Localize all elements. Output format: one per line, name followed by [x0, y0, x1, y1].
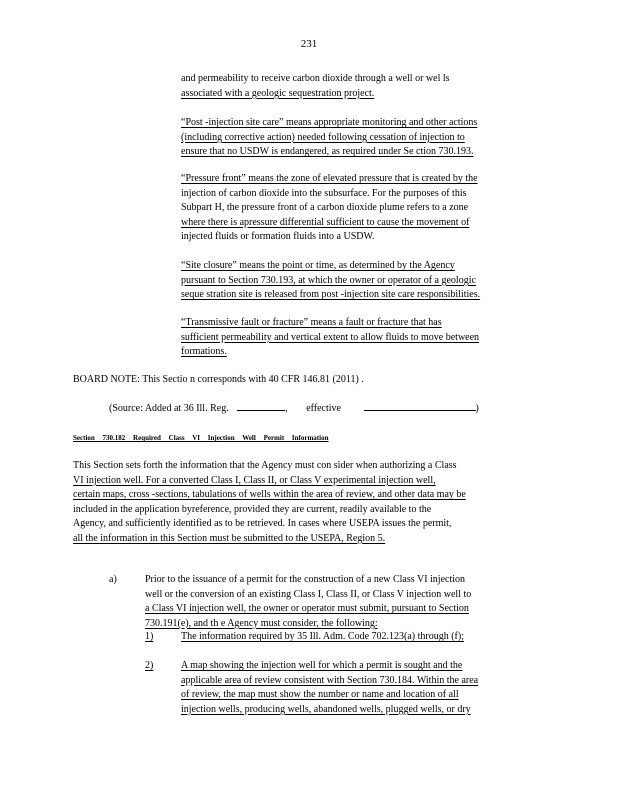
text-line: “Transmissive fault or fracture” means a fault or fracture that has — [181, 317, 442, 328]
text-line: “Pressure front” means the zone of elevated pressure that is created by the — [181, 173, 478, 184]
effective-label: effective — [306, 403, 341, 414]
source-comma: , — [285, 403, 288, 414]
text-line: “Post -injection site care” means appropriate monitoring and other actions — [181, 117, 478, 128]
text-line: The information required by 35 Ill. Adm. Code 702.123(a) through (f); — [181, 631, 464, 642]
text-line: This Section sets forth the information that the Agency must con sider when authorizing a Class — [73, 460, 457, 471]
item-a-text — [145, 573, 545, 631]
text-line: formations. — [181, 346, 227, 357]
source-close: ) — [475, 403, 479, 414]
board-note: BOARD NOTE: This Sectio n corresponds with 40 CFR 146.81 (2011) . — [73, 374, 364, 385]
text-line: of review, the map must show the number or name and location of all — [181, 689, 459, 700]
text-line: where there is apressure differential sufficient to cause the movement of — [181, 216, 470, 228]
item-2-marker: 2) — [145, 660, 154, 671]
text-line: A map showing the injection well for which a permit is sought and the — [181, 660, 463, 671]
text-line: all the information in this Section must be submitted to the USEPA, Region 5. — [73, 532, 386, 544]
text-line: injection wells, producing wells, abandoned wells, plugged wells, or dry — [181, 703, 471, 715]
item-2-text — [181, 659, 478, 717]
section-body — [73, 459, 543, 546]
text-line: VI injection well. For a converted Class I, Class II, or Class V experimental injection well, — [73, 474, 436, 486]
text-line: Subpart H, the pressure front of a carbon dioxide plume refers to a zone — [181, 202, 469, 213]
text-line: Agency, and sufficiently identified as to be retrieved. In cases where USEPA issues the permit, — [73, 518, 452, 529]
item-a-marker: a) — [109, 574, 117, 585]
text-line: a Class VI injection well, the owner or operator must submit, pursuant to Section — [145, 603, 469, 614]
text-line: seque stration site is released from post -injection site care responsibilities. — [181, 289, 481, 300]
definition-post-injection-site-care — [181, 116, 541, 160]
text-line: “Site closure” means the point or time, as determined by the Agency — [181, 260, 455, 271]
page-number: 231 — [300, 38, 318, 50]
definition-transmissive-fault — [181, 316, 541, 360]
text-line: injected fluids or formation fluids into a USDW. — [181, 231, 375, 242]
definition-pressure-front — [181, 172, 541, 245]
text-line: 730.191(e), and th e Agency must consider, the following: — [145, 617, 378, 629]
text-line: certain maps, cross -sections, tabulations of wells within the area of review, and other data may be — [73, 489, 466, 500]
text-line: injection of carbon dioxide into the subsurface. For the purposes of this — [181, 187, 467, 199]
text-line: pursuant to Section 730.193, at which the owner or operator of a geologic — [181, 274, 476, 286]
text-line: and permeability to receive carbon dioxide through a well or wel ls — [181, 73, 450, 84]
text-line: included in the application byreference, provided they are current, readily available to the — [73, 503, 432, 515]
continuation-paragraph — [181, 72, 541, 101]
item-1-marker: 1) — [145, 631, 154, 642]
definition-site-closure — [181, 259, 541, 303]
text-line: well or the conversion of an existing Class I, Class II, or Class V injection well to — [145, 588, 472, 600]
source-label: (Source: Added at 36 Ill. Reg. — [109, 403, 229, 414]
effective-date-blank — [364, 401, 476, 411]
text-line: (including corrective action) needed following cessation of injection to — [181, 131, 465, 143]
text-line: Prior to the issuance of a permit for the construction of a new Class VI injection — [145, 574, 466, 585]
text-line: ensure that no USDW is endangered, as required under Se ction 730.193. — [181, 146, 474, 157]
section-heading: Section 730.182 Required Class VI Injection Well Permit Information — [73, 434, 329, 442]
item-1-text — [181, 630, 464, 645]
text-line: associated with a geologic sequestration project. — [181, 87, 375, 99]
text-line: applicable area of review consistent with Section 730.184. Within the area — [181, 674, 479, 686]
source-note — [109, 401, 479, 417]
register-blank — [237, 401, 285, 411]
text-line: sufficient permeability and vertical extent to allow fluids to move between — [181, 331, 480, 343]
